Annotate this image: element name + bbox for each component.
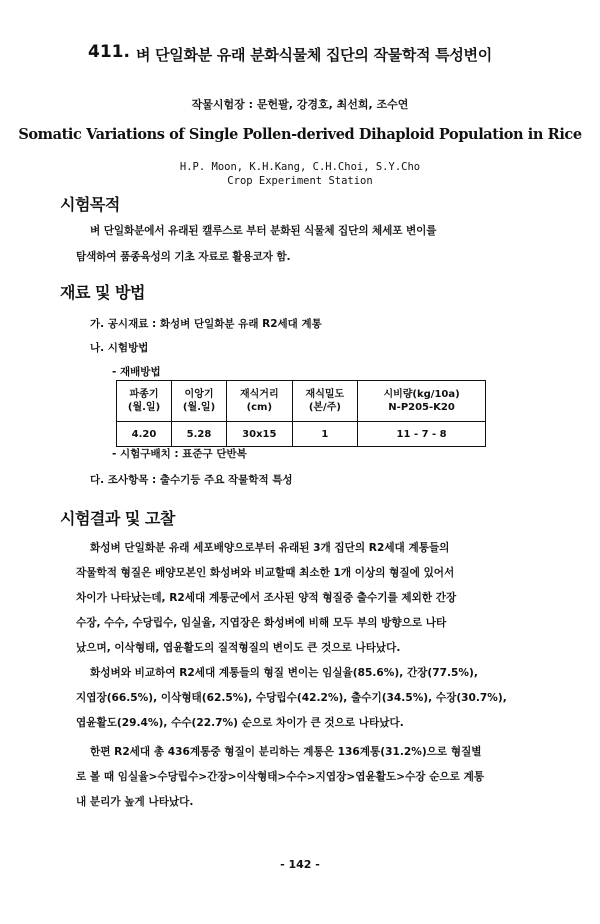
results-line: 로 볼 때 임실율>수당립수>간장>이삭형태>수수>지엽장>엽윤활도>수장 순으로 계통 (76, 771, 485, 783)
table-cell: 11 - 7 - 8 (358, 422, 486, 447)
table-header-cell: 이앙기 (월.일) (172, 381, 227, 422)
results-line: 지엽장(66.5%), 이삭형태(62.5%), 수당립수(42.2%), 출수기(34.5%), 수장(30.7%), (76, 692, 507, 704)
section-heading-methods: 재료 및 방법 (60, 283, 145, 302)
table-header-cell: 재식밀도 (본/주) (292, 381, 358, 422)
cultivation-table (116, 380, 486, 447)
article-number: 411. (88, 42, 130, 62)
methods-item-survey: 다. 조사항목 : 출수기등 주요 작물학적 특성 (90, 474, 293, 486)
results-line: 차이가 나타났는데, R2세대 계통군에서 조사된 양적 형질중 출수기를 제외한 간장 (76, 592, 457, 604)
methods-item-materials: 가. 공시재료 : 화성벼 단일화분 유래 R2세대 계통 (90, 318, 322, 330)
results-line: 내 분리가 높게 나타났다. (76, 796, 194, 808)
results-line: 화성벼 단일화분 유래 세포배양으로부터 유래된 3개 집단의 R2세대 계통들의 (90, 542, 450, 554)
methods-item-method: 나. 시험방법 (90, 342, 149, 354)
table-header-cell: 파종기 (월.일) (117, 381, 172, 422)
authors-korean: 작물시험장 : 문헌팔, 강경호, 최선희, 조수연 (191, 98, 409, 111)
table-header-cell: 시비량(kg/10a) N-P205-K20 (358, 381, 486, 422)
table-header-row (117, 381, 486, 422)
results-line: 한편 R2세대 총 436계통중 형질이 분리하는 계통은 136계통(31.2%)으로 형질별 (90, 746, 482, 758)
title-korean: 벼 단일화분 유래 분화식물체 집단의 작물학적 특성변이 (136, 46, 492, 64)
objective-line: 벼 단일화분에서 유래된 캘루스로 부터 분화된 식물체 집단의 체세포 변이를 (90, 225, 437, 237)
authors-english-names: H.P. Moon, K.H.Kang, C.H.Choi, S.Y.Cho (179, 161, 421, 173)
section-heading-results: 시험결과 및 고찰 (60, 509, 175, 528)
cultivation-label: - 재배방법 (112, 366, 161, 378)
results-line: 났으며, 이삭형태, 엽윤활도의 질적형질의 변이도 큰 것으로 나타났다. (76, 642, 401, 654)
affiliation-english: Crop Experiment Station (227, 175, 373, 187)
authors-english (0, 160, 600, 188)
table-cell: 1 (292, 422, 358, 447)
table-cell: 4.20 (117, 422, 172, 447)
title-english: Somatic Variations of Single Pollen-derived Dihaploid Population in Rice (18, 126, 582, 143)
section-heading-objective: 시험목적 (60, 195, 120, 214)
layout-label: - 시험구배치 : 표준구 단반복 (112, 448, 247, 460)
results-line: 화성벼와 비교하여 R2세대 계통들의 형질 변이는 임실율(85.6%), 간장(77.5%), (90, 667, 478, 679)
results-line: 작물학적 형질은 배양모본인 화성벼와 비교할때 최소한 1개 이상의 형질에 있어서 (76, 567, 455, 579)
page-number: - 142 - (280, 858, 320, 871)
table-cell: 5.28 (172, 422, 227, 447)
results-line: 수장, 수수, 수당립수, 임실율, 지엽장은 화성벼에 비해 모두 부의 방향으로 나타 (76, 617, 447, 629)
results-line: 엽윤활도(29.4%), 수수(22.7%) 순으로 차이가 큰 것으로 나타났다. (76, 717, 404, 729)
table-cell: 30x15 (227, 422, 293, 447)
table-header-cell: 재식거리 (cm) (227, 381, 293, 422)
table-row (117, 422, 486, 447)
objective-line: 탐색하여 품종육성의 기초 자료로 활용코자 함. (76, 251, 291, 263)
